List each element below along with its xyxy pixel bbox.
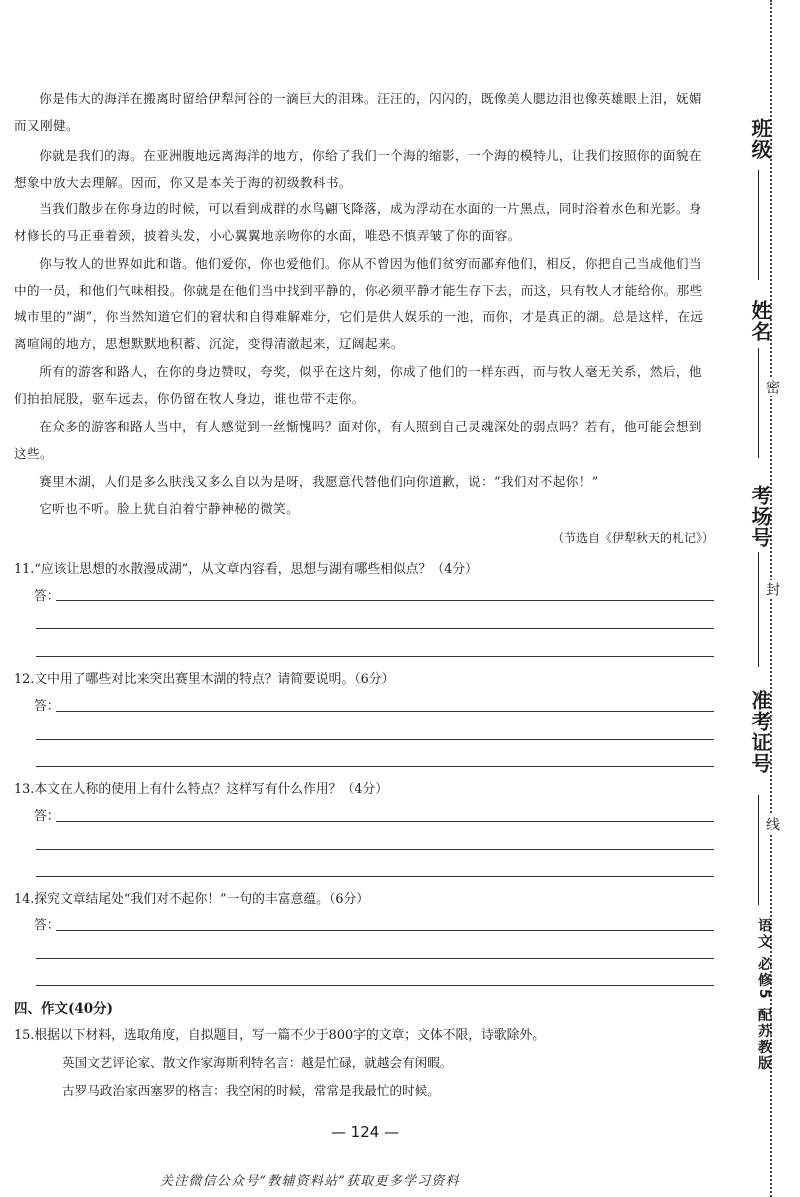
- passage-paragraph-8: 它听也不听。脸上犹自泊着宁静神秘的微笑。: [39, 501, 300, 516]
- answer-line[interactable]: [56, 930, 714, 931]
- material-quote-2: 古罗马政治家西塞罗的格言：我空闲的时候，常常是我最忙的时候。: [62, 1083, 440, 1098]
- question-12: 12.文中用了哪些对比来突出赛里木湖的特点？请简要说明。（6分）: [14, 672, 395, 687]
- passage-paragraph-1: 你是伟大的海洋在搬离时留给伊犁河谷的一滴巨大的泪珠。汪汪的，闪闪的，既像美人腮边泪也像英雄眼上泪，妩媚而又刚健。: [14, 91, 702, 133]
- name-field-line[interactable]: [758, 348, 759, 458]
- answer-line[interactable]: [36, 766, 714, 767]
- class-field-label: 班级: [748, 118, 772, 160]
- page-number: — 124 —: [330, 1123, 400, 1141]
- answer-line[interactable]: [36, 958, 714, 959]
- exam-room-field-line[interactable]: [758, 552, 759, 667]
- answer-line[interactable]: [56, 821, 714, 822]
- passage-source: （节选自《伊犁秋天的札记》）: [551, 531, 714, 545]
- seal-mark-xian: 线: [764, 817, 780, 831]
- binding-strip: [732, 0, 800, 1197]
- passage-paragraph-4: 你与牧人的世界如此和谐。他们爱你，你也爱他们。你从不曾因为他们贫穷而鄙弃他们，相反，你把自己当成他们当中的一员，和他们气味相投。你就是在他们当中找到平静的，你必须平静才能生存下去，而这，只有牧人才能给你。那些城市里的“湖”，你当然知道它们的窘状和自得难解难分，它们是供人娱乐的一池，而你，才是真正的湖。总是这样，在远离喧闹的地方，思想默默地积蓄、沉淀，变得清澈起来，辽阔起来。: [14, 256, 704, 351]
- book-label: 语文 必修5 配苏教版: [756, 918, 772, 1072]
- exam-number-field-label: 准考证号: [748, 690, 772, 774]
- passage-paragraph-2: 你就是我们的海。在亚洲腹地远离海洋的地方，你给了我们一个海的缩影，一个海的模特儿，让我们按照你的面貌在想象中放大去理解。因而，你又是本关于海的初级教科书。: [14, 148, 702, 190]
- question-14: 14.探究文章结尾处“我们对不起你！”一句的丰富意蕴。（6分）: [14, 892, 370, 907]
- answer-label: 答：: [34, 809, 60, 824]
- question-15: 15.根据以下材料，选取角度，自拟题目，写一篇不少于800字的文章；文体不限，诗歌除外。: [14, 1028, 546, 1043]
- answer-line[interactable]: [36, 876, 714, 877]
- answer-line[interactable]: [56, 711, 714, 712]
- seal-mark-mi: 密: [764, 380, 780, 394]
- answer-line[interactable]: [56, 600, 714, 601]
- answer-line[interactable]: [36, 656, 714, 657]
- answer-label: 答：: [34, 918, 60, 933]
- class-field-line[interactable]: [758, 170, 759, 280]
- passage-paragraph-5: 所有的游客和路人，在你的身边赞叹，夸奖，似乎在这片刻，你成了他们的一样东西，而与牧人毫无关系，然后，他们拍拍屁股，驱车远去，你仍留在牧人身边，谁也带不走你。: [14, 364, 702, 406]
- section-heading: 四、作文(40分): [14, 1001, 114, 1017]
- seal-mark-feng: 封: [764, 582, 780, 596]
- exam-number-field-line[interactable]: [758, 795, 759, 905]
- exam-room-field-label: 考场号: [748, 485, 772, 548]
- name-field-label: 姓名: [748, 300, 772, 342]
- answer-line[interactable]: [36, 985, 714, 986]
- answer-line[interactable]: [36, 628, 714, 629]
- answer-label: 答：: [34, 589, 60, 604]
- footer-note: 关注微信公众号“教辅资料站”获取更多学习资料: [160, 1174, 460, 1189]
- question-11: 11.“应该让思想的水散漫成湖”，从文章内容看，思想与湖有哪些相似点？（4分）: [14, 562, 478, 577]
- passage-paragraph-6: 在众多的游客和路人当中，有人感觉到一丝惭愧吗？面对你，有人照到自己灵魂深处的弱点吗？若有，他可能会想到这些。: [14, 419, 702, 461]
- material-quote-1: 英国文艺评论家、散文作家海斯利特名言：越是忙碌，就越会有闲暇。: [62, 1055, 453, 1070]
- passage-paragraph-3: 当我们散步在你身边的时候，可以看到成群的水鸟翩飞降落，成为浮动在水面的一片黑点，同时浴着水色和光影。身材修长的马正垂着颈，披着头发，小心翼翼地亲吻你的水面，唯恐不慎弄皱了你的面容。: [14, 201, 702, 243]
- answer-line[interactable]: [36, 739, 714, 740]
- answer-line[interactable]: [36, 849, 714, 850]
- passage-paragraph-7: 赛里木湖，人们是多么肤浅又多么自以为是呀，我愿意代替他们向你道歉，说：“我们对不起你！”: [39, 474, 599, 489]
- question-13: 13.本文在人称的使用上有什么特点？这样写有什么作用？（4分）: [14, 782, 389, 797]
- answer-label: 答：: [34, 699, 60, 714]
